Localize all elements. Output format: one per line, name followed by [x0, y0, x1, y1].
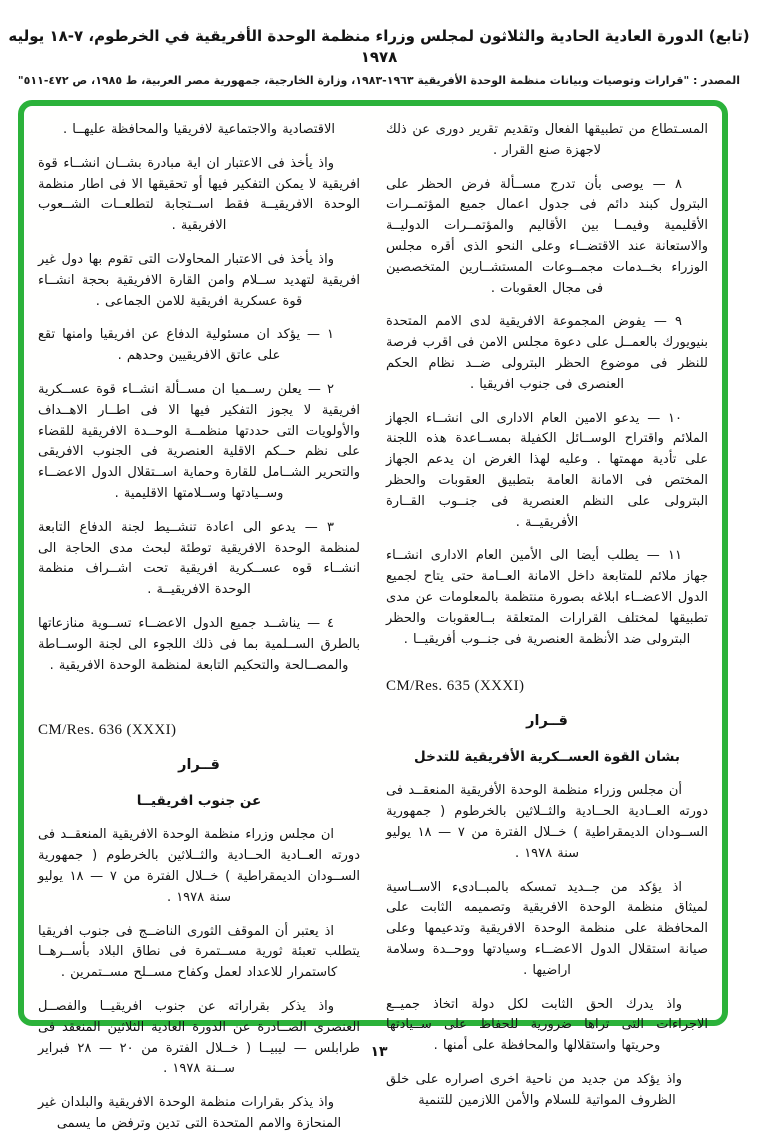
paragraph: واذ يأخذ فى الاعتبار المحاولات التى تقوم بها دول غير افريقية لتهديد ســلام وامن القارة الافريقية بحجة انشــاء قوة عسكرية افريقية للامن الجماعى .: [38, 251, 360, 309]
paragraph: ١١ — يطلب أيضا الى الأمين العام الادارى انشــاء جهاز ملائم للمتابعة داخل الامانة العــامة حتى يتاح لجميع الدول الاعضــاء ابلاغه بصورة منتظمة بالمعلومات عن مدى تطبيقها لمختلف القرارات المتعلقة بــالعقوبات والحظر البترولى ضد الأنظمة العنصرية فى جنــوب أفريقيــا .: [386, 548, 708, 647]
paragraph: ٢ — يعلن رســميا ان مســألة انشــاء قوة عســكرية افريقية لا يجوز التفكير فيها الا فى اطــار الاهــداف والأولويات التى حددتها منظمــة الوحــدة الافريقية للقضاء على نظم حــكم الاقلية العنصرية فى الجنوب الافريقى والتحرير الشــامل للقارة وحماية اســتقلال الدول الاعضــاء وســيادتها وســلامتها الاقليمية .: [38, 381, 360, 501]
paragraph: ان مجلس وزراء منظمة الوحدة الافريقية المنعقــد فى دورته العــادية الحــادية والثــلاثين بالخرطوم ( جمهورية الســودان الديمقراطية ) خــلال الفترة من ٧ — ١٨ يوليو سنة ١٩٧٨ .: [38, 827, 361, 905]
paragraph: واذ يأخذ فى الاعتبار ان اية مبادرة بشــان انشــاء قوة افريقية لا يمكن التفكير فيها أو تحقيقها الا فى اطار منظمة الوحدة الافريقيــة فقط اســتجابة لتطلعــات الشــعوب الافريقية .: [38, 155, 360, 234]
paragraph: ٨ — يوصى بأن تدرج مســألة فرض الحظر على البترول كبند دائم فى جدول اعمال جميع المؤتمــرات الأقليمية وفيمــا بين الأقاليم والمؤتمــرات الدوليــة والاستعانة عند الاقتضــاء وعلى النحو الذى أقره مجلس الوزراء بخــدمات مجمــوعات المستشــارين المتخصصين فى مجال العقوبات .: [386, 176, 708, 296]
paragraph: المسـتطاع من تطبيقها الفعال وتقديم تقرير دورى عن ذلك لاجهزة صنع القرار .: [386, 122, 708, 158]
paragraph: واذ يؤكد من جديد من ناحية اخرى اصراره على خلق الظروف المواتية للسلام والأمن اللازمين للتنمية: [386, 1071, 682, 1108]
paragraph: اذ يؤكد من جــديد تمسكه بالمبــادىء الاســاسية لميثاق منظمة الوحدة الافريقية وتصميمه الثابت على المحافظة على منظمة الوحدة الافريقية وتدعيمها وعلى صيانة استقلال الدول الاعضــاء وسيادتها ووحــدة وسلامة اراضيها .: [386, 879, 708, 978]
column-left: [38, 120, 361, 1131]
resolution-code: CM/Res. 636 (XXXI): [38, 722, 177, 739]
resolution-subject: عن جنوب افريقيــا: [136, 793, 262, 810]
column-right: [386, 120, 709, 1108]
source-citation: المصدر : "قرارات وتوصيات وبيانات منظمة الوحدة الأفريقية ١٩٦٣-١٩٨٣، وزارة الخارجية، جمهورية مصر العربية، ط ١٩٨٥، ص ٤٧٢-٥١١": [17, 74, 741, 87]
resolution-code: CM/Res. 635 (XXXI): [386, 678, 525, 695]
paragraph: واذ يذكر بقراراته عن جنوب افريقيــا والفصــل العنصرى الصــادرة عن الدورة العادية الثلاثين المنعقد فى طرابلس — ليبيــا ( خــلال الفترة من ٢٠ — ٢٨ فبراير ســنة ١٩٧٨ .: [38, 998, 360, 1077]
paragraph: ١٠ — يدعو الامين العام الادارى الى انشــاء الجهاز الملائم واقتراح الوســائل الكفيلة بمســاعدة هذه اللجنة على تأدية مهمتها . وعليه لهذا الغرض ان يدعم الجهاز المختص فى الامانة العامة بتطبيق العقوبات والحظر البترولى على النظم العنصرية فى جنــوب القــارة الأفريقيــة .: [386, 410, 708, 530]
resolution-636: [38, 722, 360, 1134]
resolution-subject: بشان القوة العســكرية الأفريقية للتدخل: [414, 749, 680, 766]
paragraph: الاقتصادية والاجتماعية لافريقيا والمحافظة عليهــا .: [63, 122, 335, 137]
resolution-heading: قــرار: [526, 713, 568, 730]
paragraph: ٩ — يفوض المجموعة الافريقية لدى الامم المتحدة بنيويورك بالعمــل على دعوة مجلس الامن فى اقرب فرصة للنظر فى موضوع الحظر البترولى ضــد نظام الحكم العنصرى فى جنوب افريقيا .: [386, 314, 708, 392]
page-number: ١٣: [370, 1044, 388, 1060]
paragraph: اذ يعتبر أن الموقف الثورى الناضــج فى جنوب افريقيا يتطلب تعبئة ثورية مســتمرة فى نطاق البلاد بأســرهــا كاستمرار للاعداد لعمل وكفاح مســلح مســتمرين .: [38, 923, 360, 981]
paragraph: ١ — يؤكد ان مسئولية الدفاع عن افريقيا وامنها تقع على عاتق الافريقيين وحدهم .: [38, 327, 334, 364]
paragraph: ٤ — يناشــد جميع الدول الاعضــاء تســوية منازعاتها بالطرق الســلمية بما فى ذلك اللجوء الى لجنة الوســاطة والمصــالحة والتحكيم التابعة لمنظمة الوحدة الافريقية .: [38, 615, 360, 673]
document-header: [0, 26, 758, 87]
paragraph: واذ يذكر بقرارات منظمة الوحدة الافريقية والبلدان غير المنحازة والامم المتحدة التى تدين وترفض ما يسمى: [38, 1095, 342, 1131]
paragraph: واذ يدرك الحق الثابت لكل دولة اتخاذ جميــع الاجراءات التى تراها ضرورية للحفاظ على ســيادتها وحريتها واستقلالها والمحافظة على أمنها .: [386, 996, 708, 1054]
paragraph: أن مجلس وزراء منظمة الوحدة الأفريقية المنعقــد فى دورته العــادية الحــادية والثــلاثين بالخرطوم ( جمهورية الســودان الديمقراطية ) خــلال الفترة من ٧ — ١٨ يوليو سنة ١٩٧٨ .: [386, 783, 709, 861]
resolution-heading: قــرار: [178, 757, 220, 774]
paragraph: ٣ — يدعو الى اعادة تنشــيط لجنة الدفاع التابعة لمنظمة الوحدة الافريقية توطئة لبحث مدى الحاجة الى انشــاء قوه عســكرية افريقية تحت اشــراف منظمة الوحدة الافريقيــة .: [38, 519, 360, 598]
session-title: (تابع) الدورة العادية الحادية والثلاثون لمجلس وزراء منظمة الوحدة الأفريقية في الخرطوم، ٧-١٨ يوليه ١٩٧٨: [8, 27, 750, 66]
